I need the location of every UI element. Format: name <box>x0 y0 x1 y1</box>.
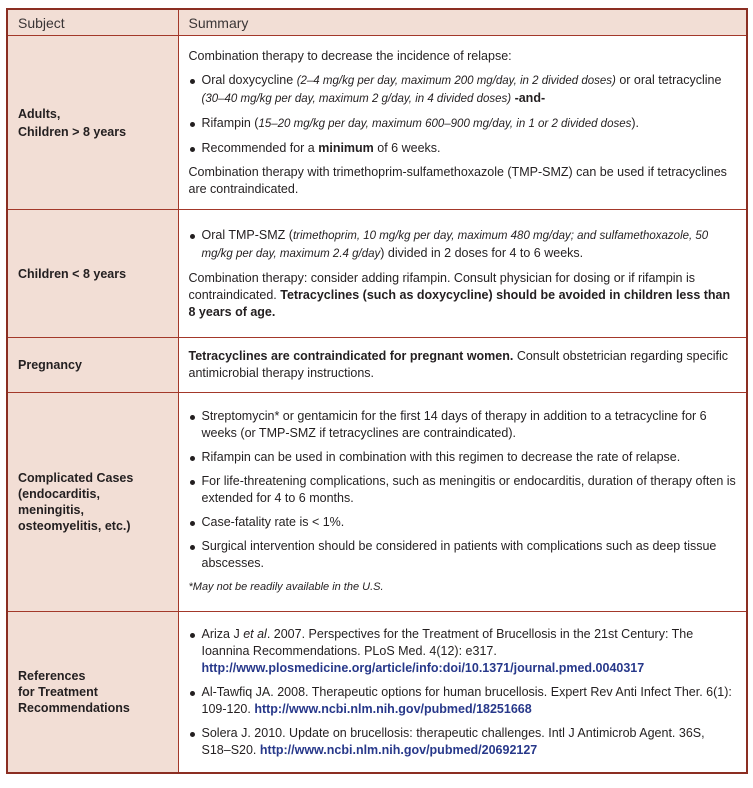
table-row-references <box>7 612 747 774</box>
table-row-adults <box>7 36 747 210</box>
subject-cell: Pregnancy <box>7 338 178 393</box>
list-item: Oral doxycycline (2–4 mg/kg per day, maximum 200 mg/day, in 2 divided doses) or oral tetracycline (30–40 mg/kg per day, maximum 2 g/day, in 4 divided doses) -and- <box>189 72 737 108</box>
treatment-summary-table <box>6 8 748 774</box>
reference-item: Al-Tawfiq JA. 2008. Therapeutic options for human brucellosis. Expert Rev Anti Infect Ther. 6(1): 109-120. http://www.ncbi.nlm.nih.gov/pubmed/18251668 <box>189 684 737 718</box>
reference-link[interactable]: http://www.ncbi.nlm.nih.gov/pubmed/20692127 <box>259 742 538 757</box>
subject-cell: Adults, Children > 8 years <box>7 36 178 210</box>
summary-cell <box>178 393 747 612</box>
subject-cell: References for Treatment Recommendations <box>7 612 178 774</box>
subject-cell: Children < 8 years <box>7 210 178 338</box>
intro-text: Combination therapy to decrease the incidence of relapse: <box>188 48 512 63</box>
outro-text: Combination therapy with trimethoprim-sulfamethoxazole (TMP-SMZ) can be used if tetracyclines are contraindicated. <box>188 164 727 196</box>
table-row-complicated-cases <box>7 393 747 612</box>
table-row-children-under-8 <box>7 210 747 338</box>
header-summary: Summary <box>178 9 747 36</box>
list-item: Case-fatality rate is < 1%. <box>189 514 737 531</box>
header-subject: Subject <box>7 9 178 36</box>
list-item: Recommended for a minimum of 6 weeks. <box>189 140 737 157</box>
table-row-pregnancy <box>7 338 747 393</box>
subject-cell: Complicated Cases (endocarditis, meningitis, osteomyelitis, etc.) <box>7 393 178 612</box>
reference-link[interactable]: http://www.plosmedicine.org/article/info:doi/10.1371/journal.pmed.0040317 <box>201 660 645 675</box>
reference-item: Ariza J et al. 2007. Perspectives for the Treatment of Brucellosis in the 21st Century: The Ioannina Recommendations. PLoS Med. 4(12): e317. http://www.plosmedicine.org/article/info:doi/10.1371/journal.pmed.0040317 <box>189 626 737 677</box>
list-item: Rifampin can be used in combination with this regimen to decrease the rate of relapse. <box>189 449 737 466</box>
list-item: Oral TMP-SMZ (trimethoprim, 10 mg/kg per day, maximum 480 mg/day; and sulfamethoxazole, 50 mg/kg per day, maximum 2.4 g/day) divided in 2 doses for 4 to 6 weeks. <box>189 227 737 263</box>
summary-cell: Tetracyclines are contraindicated for pregnant women. Consult obstetrician regarding specific antimicrobial therapy instructions. <box>178 338 747 393</box>
list-item: Rifampin (15–20 mg/kg per day, maximum 600–900 mg/day, in 1 or 2 divided doses). <box>189 115 737 133</box>
combination-note: Combination therapy: consider adding rifampin. Consult physician for dosing or if rifampin is contraindicated. Tetracyclines (such as doxycycline) should be avoided in children less than 8 years of age. <box>188 270 731 319</box>
list-item: For life-threatening complications, such as meningitis or endocarditis, duration of therapy often is extended for 4 to 6 months. <box>189 473 737 507</box>
reference-link[interactable]: http://www.ncbi.nlm.nih.gov/pubmed/18251668 <box>254 701 532 716</box>
summary-cell <box>178 210 747 338</box>
table-header-row <box>7 9 747 36</box>
list-item: Surgical intervention should be considered in patients with complications such as deep tissue abscesses. <box>189 538 737 572</box>
footnote: *May not be readily available in the U.S. <box>188 581 384 593</box>
reference-item: Solera J. 2010. Update on brucellosis: therapeutic challenges. Intl J Antimicrob Agent. 36S, S18–S20. http://www.ncbi.nlm.nih.gov/pubmed/20692127 <box>189 725 737 759</box>
summary-cell <box>178 612 747 774</box>
summary-cell <box>178 36 747 210</box>
list-item: Streptomycin* or gentamicin for the first 14 days of therapy in addition to a tetracycline for 6 weeks (or TMP-SMZ if tetracyclines are contraindicated). <box>189 408 737 442</box>
